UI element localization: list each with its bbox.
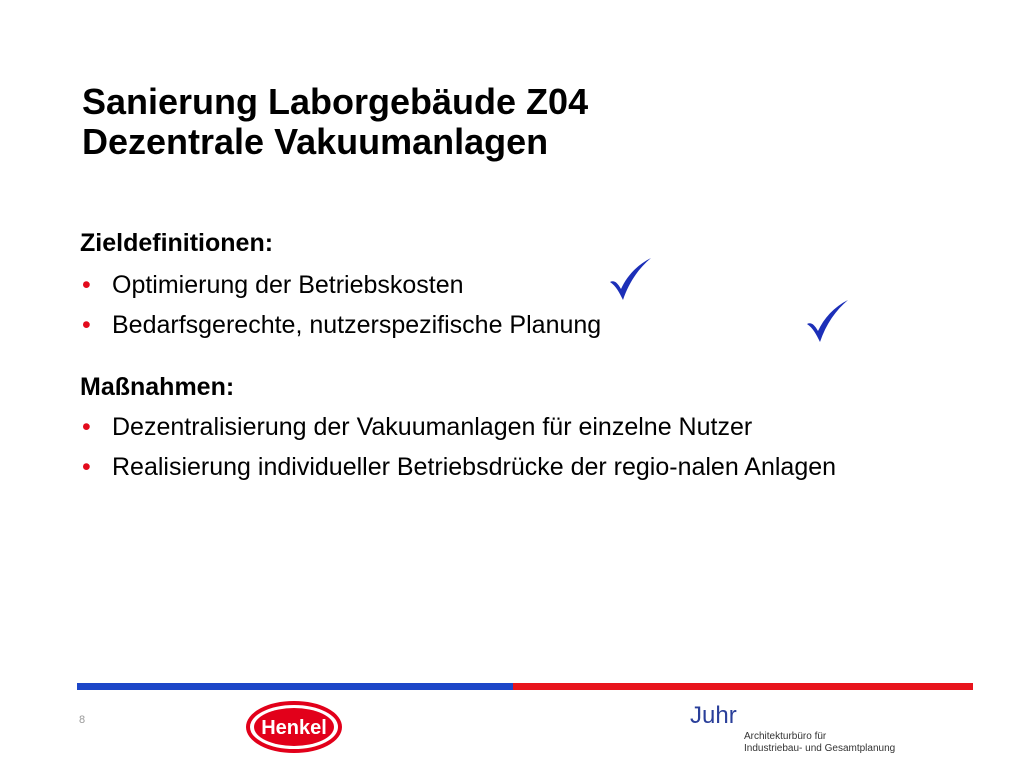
checkmark-icon — [804, 298, 850, 344]
slide-title — [82, 82, 588, 162]
footer-bar-blue — [77, 683, 513, 690]
brand-subtitle — [744, 731, 895, 755]
measures-list — [80, 412, 900, 482]
footer-bar-red — [513, 683, 973, 690]
list-item: • Realisierung individueller Betriebsdrücke der regio-nalen Anlagen — [80, 452, 892, 482]
slide-title-line-2: Dezentrale Vakuumanlagen — [82, 121, 549, 162]
henkel-logo — [246, 701, 342, 753]
page-number: 8 — [79, 714, 86, 726]
checkmark-icon — [607, 256, 653, 302]
goals-list — [80, 270, 601, 340]
list-item: • Optimierung der Betriebskosten — [80, 270, 601, 300]
list-item: • Bedarfsgerechte, nutzerspezifische Planung — [80, 310, 601, 340]
list-item: • Dezentralisierung der Vakuumanlagen für einzelne Nutzer — [80, 412, 892, 442]
brand-subtitle-line-1: Architekturbüro für — [744, 731, 827, 742]
henkel-logo-text: Henkel — [261, 717, 327, 739]
brand-name: Juhr — [690, 702, 737, 729]
slide-title-line-1: Sanierung Laborgebäude Z04 — [82, 81, 589, 122]
measures-heading: Maßnahmen: — [80, 373, 235, 401]
brand-subtitle-line-2: Industriebau- und Gesamtplanung — [744, 743, 896, 754]
goals-heading: Zieldefinitionen: — [80, 229, 274, 257]
